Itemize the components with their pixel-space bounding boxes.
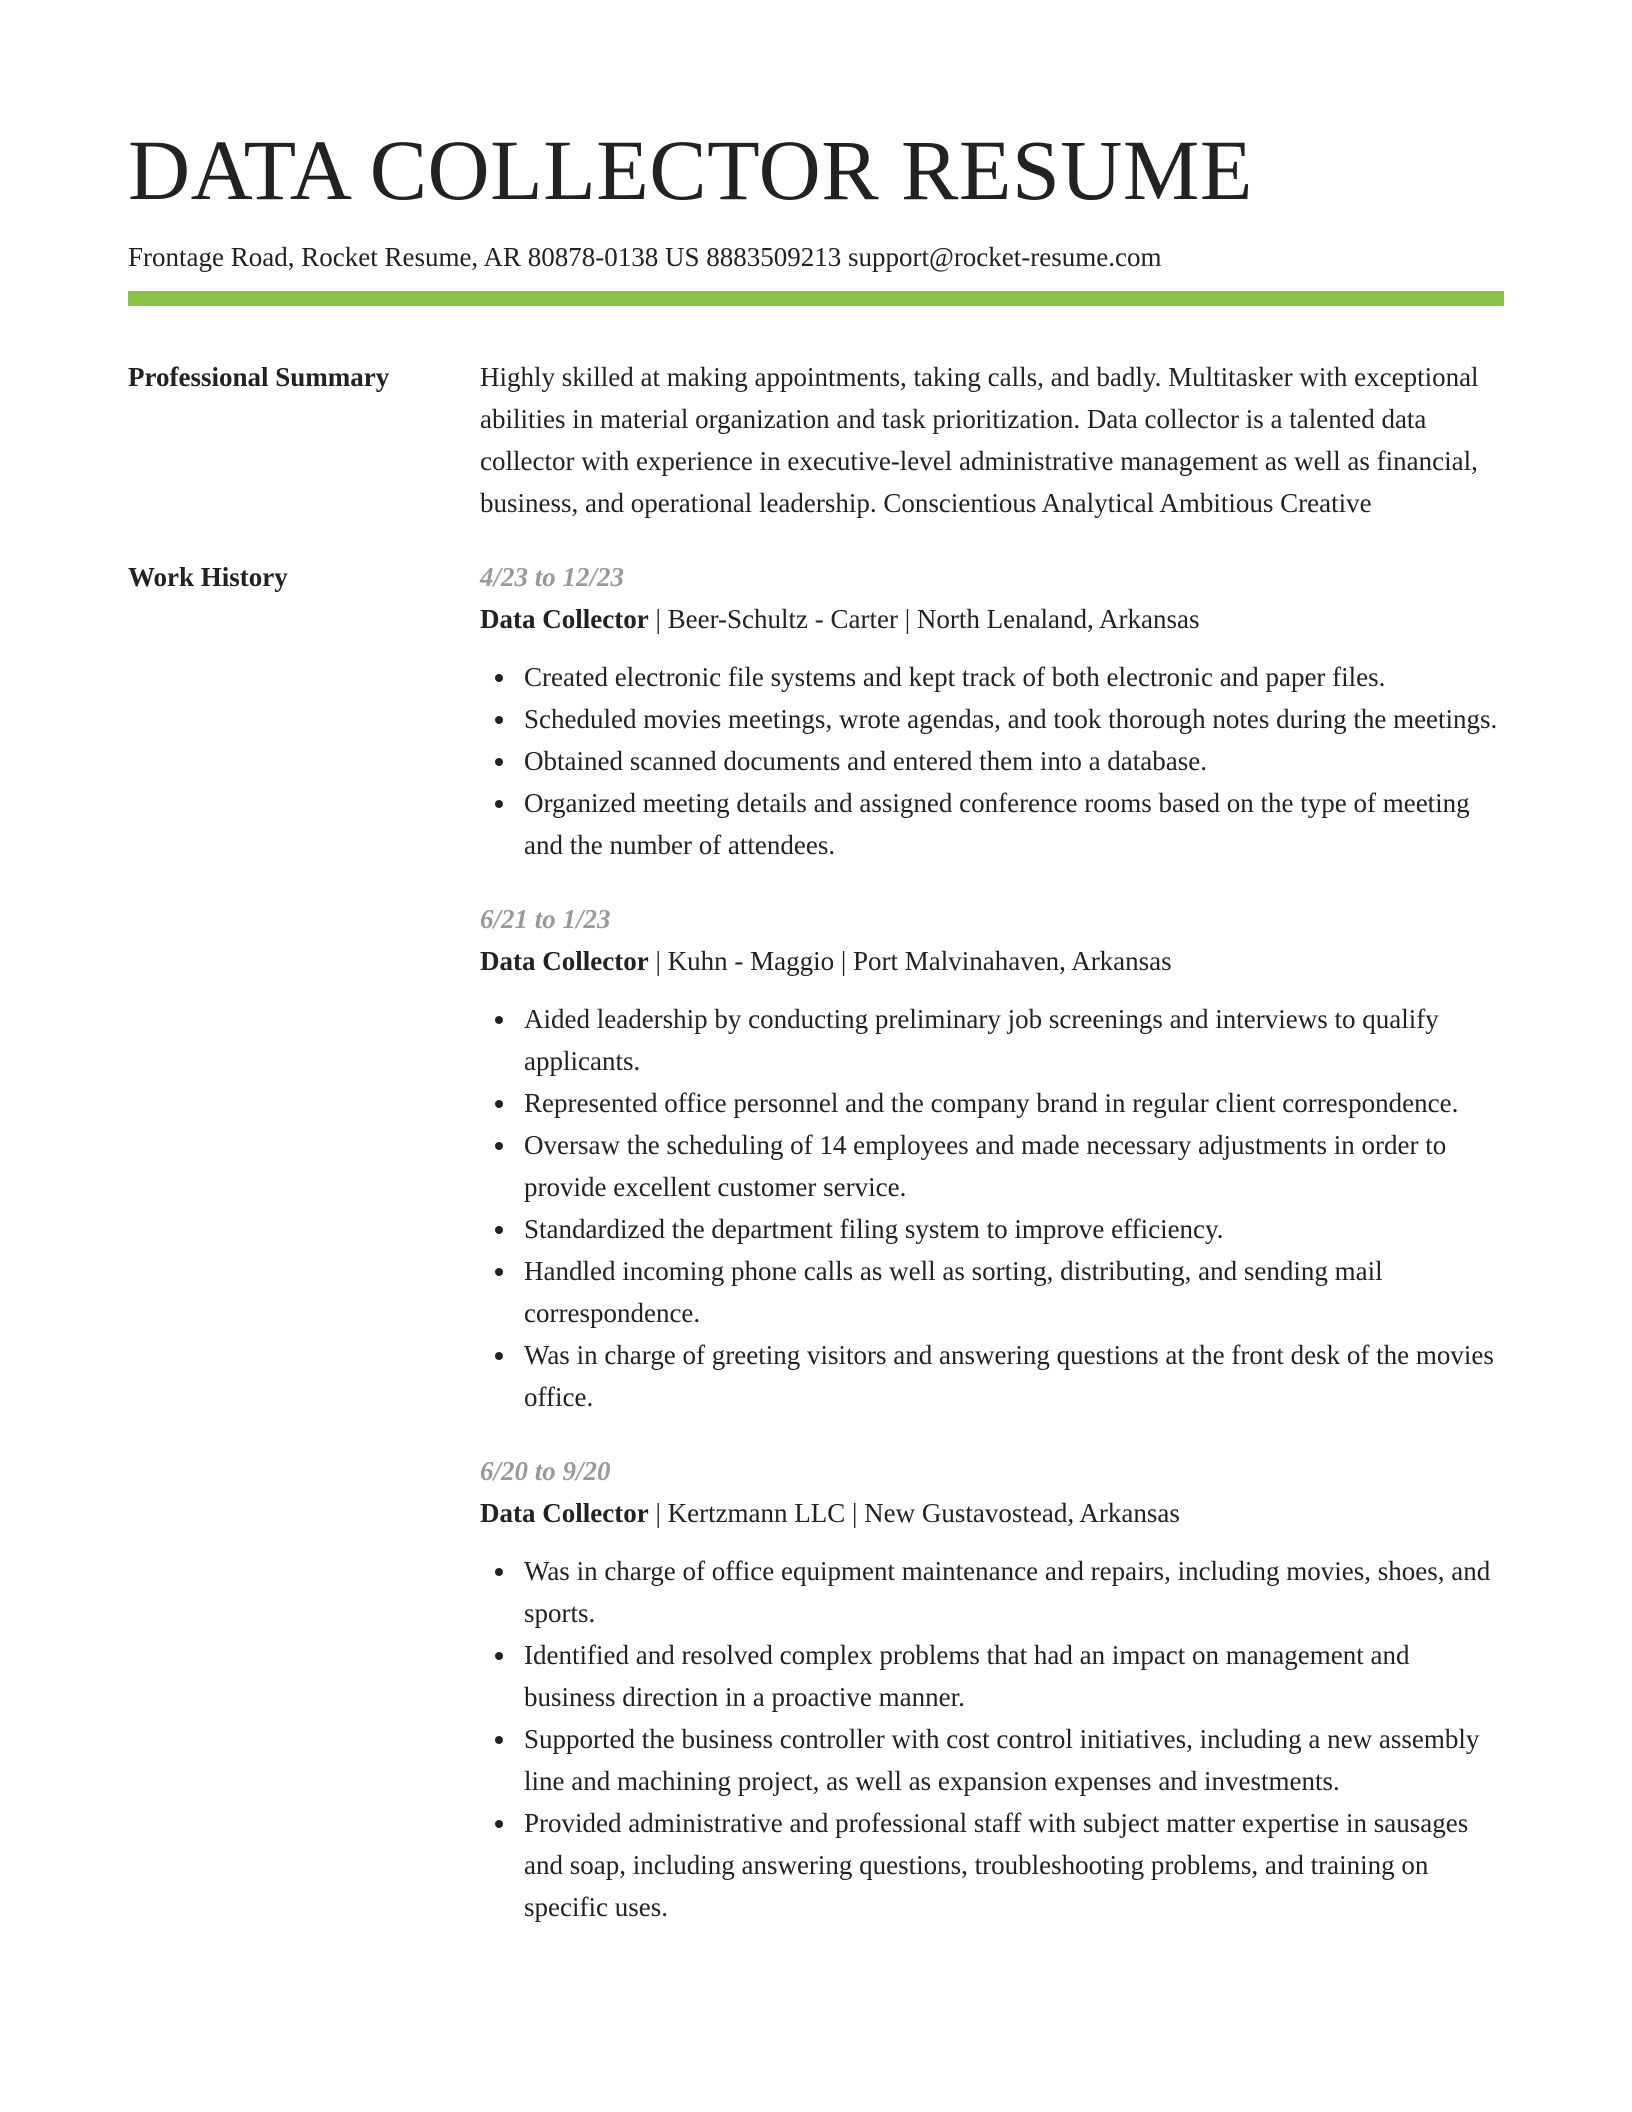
job-bullet-list <box>480 998 1504 1418</box>
job-bullet: Obtained scanned documents and entered them into a database. <box>480 740 1504 782</box>
job-bullet: Represented office personnel and the company brand in regular client correspondence. <box>480 1082 1504 1124</box>
job-bullet: Provided administrative and professional staff with subject matter expertise in sausages and soap, including answering questions, troubleshooting problems, and training on specific uses. <box>480 1802 1504 1928</box>
section-label-work-history: Work History <box>128 562 288 592</box>
job-bullet: Standardized the department filing system to improve efficiency. <box>480 1208 1504 1250</box>
job-dates: 6/20 to 9/20 <box>480 1456 611 1486</box>
job-employer-location: | Beer-Schultz - Carter | North Lenaland, Arkansas <box>648 604 1200 634</box>
job-bullet-list <box>480 656 1504 866</box>
job-bullet: Aided leadership by conducting preliminary job screenings and interviews to qualify applicants. <box>480 998 1504 1082</box>
job-bullet: Was in charge of office equipment maintenance and repairs, including movies, shoes, and sports. <box>480 1550 1504 1634</box>
job-bullet: Scheduled movies meetings, wrote agendas, and took thorough notes during the meetings. <box>480 698 1504 740</box>
job-bullet: Created electronic file systems and kept track of both electronic and paper files. <box>480 656 1504 698</box>
job-dates: 4/23 to 12/23 <box>480 562 625 592</box>
job-title: Data Collector <box>480 946 649 976</box>
work-history-list <box>480 556 1504 1960</box>
job-dates: 6/21 to 1/23 <box>480 904 611 934</box>
summary-text: Highly skilled at making appointments, taking calls, and badly. Multitasker with exceptional abilities in material organization and task prioritization. Data collector is a talented data collector with experience in executive-level administrative management as well as financial, business, and operational leadership. Conscientious Analytical Ambitious Creative <box>480 362 1479 518</box>
section-label-summary: Professional Summary <box>128 362 390 392</box>
job-bullet: Oversaw the scheduling of 14 employees and made necessary adjustments in order to provide excellent customer service. <box>480 1124 1504 1208</box>
job-bullet-list <box>480 1550 1504 1928</box>
job-bullet: Supported the business controller with cost control initiatives, including a new assembly line and machining project, as well as expansion expenses and investments. <box>480 1718 1504 1802</box>
job-entry <box>480 898 1504 1418</box>
work-history-section <box>128 556 1504 1960</box>
job-employer-location: | Kertzmann LLC | New Gustavostead, Arkansas <box>648 1498 1180 1528</box>
job-bullet: Handled incoming phone calls as well as sorting, distributing, and sending mail correspondence. <box>480 1250 1504 1334</box>
job-bullet: Organized meeting details and assigned conference rooms based on the type of meeting and the number of attendees. <box>480 782 1504 866</box>
job-heading <box>480 1492 1504 1534</box>
header-divider <box>128 291 1504 306</box>
job-heading <box>480 940 1504 982</box>
job-employer-location: | Kuhn - Maggio | Port Malvinahaven, Arkansas <box>648 946 1172 976</box>
job-title: Data Collector <box>480 604 649 634</box>
professional-summary-section <box>128 356 1504 524</box>
job-entry <box>480 1450 1504 1928</box>
job-bullet: Identified and resolved complex problems that had an impact on management and business direction in a proactive manner. <box>480 1634 1504 1718</box>
job-bullet: Was in charge of greeting visitors and answering questions at the front desk of the movies office. <box>480 1334 1504 1418</box>
resume-title: DATA COLLECTOR RESUME <box>128 122 1253 218</box>
job-heading <box>480 598 1504 640</box>
job-entry <box>480 556 1504 866</box>
job-title: Data Collector <box>480 1498 649 1528</box>
contact-line: Frontage Road, Rocket Resume, AR 80878-0138 US 8883509213 support@rocket-resume.com <box>128 242 1162 272</box>
